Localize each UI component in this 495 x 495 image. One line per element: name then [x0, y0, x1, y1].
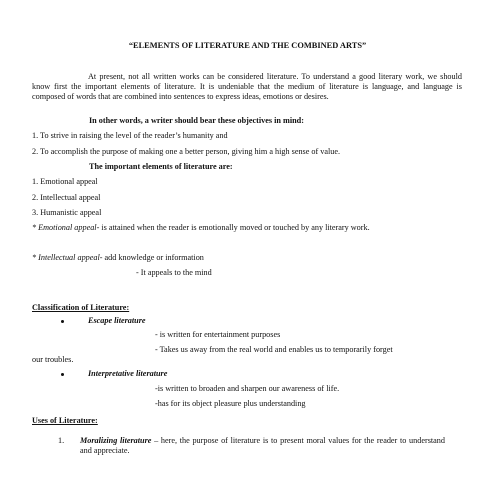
interpretative-literature-line: -has for its object pleasure plus understanding: [155, 399, 306, 408]
objectives-heading: In other words, a writer should bear these objectives in mind:: [89, 116, 304, 125]
objective-item: 1. To strive in raising the level of the reader’s humanity and: [32, 131, 228, 140]
intellectual-appeal-text: add knowledge or information: [102, 253, 204, 262]
classification-heading: Classification of Literature:: [32, 303, 130, 312]
bullet-icon: [61, 320, 64, 323]
interpretative-literature-line: -is written to broaden and sharpen our awareness of life.: [155, 384, 340, 393]
moralizing-literature-term: Moralizing literature: [80, 436, 152, 445]
intellectual-appeal-definition: [32, 253, 204, 263]
interpretative-literature-label: Interpretative literature: [88, 369, 168, 378]
escape-literature-label: Escape literature: [88, 316, 146, 325]
uses-item-number: 1.: [58, 436, 65, 445]
emotional-appeal-text: is attained when the reader is emotionally moved or touched by any literary work.: [99, 223, 370, 232]
moralizing-literature-text: – here, the purpose of literature is to present moral values for the reader to understand and appreciate.: [80, 436, 445, 455]
escape-literature-line: - is written for entertainment purposes: [155, 330, 281, 339]
escape-literature-line: - Takes us away from the real world and enables us to temporarily forget: [155, 345, 393, 354]
emotional-appeal-definition: [32, 223, 444, 233]
uses-item: [80, 436, 445, 456]
objective-item: 2. To accomplish the purpose of making one a better person, giving him a high sense of value.: [32, 147, 341, 156]
document-title: “ELEMENTS OF LITERATURE AND THE COMBINED ARTS”: [128, 41, 367, 50]
escape-literature-line: our troubles.: [32, 355, 74, 364]
intellectual-appeal-extra: - It appeals to the mind: [136, 268, 212, 277]
elements-heading: The important elements of literature are:: [89, 162, 233, 171]
element-item: 3. Humanistic appeal: [32, 208, 102, 217]
intellectual-appeal-term: * Intellectual appeal-: [32, 253, 103, 262]
uses-heading: Uses of Literature:: [32, 416, 98, 425]
emotional-appeal-term: * Emotional appeal-: [32, 223, 100, 232]
element-item: 2. Intellectual appeal: [32, 193, 101, 202]
element-item: 1. Emotional appeal: [32, 177, 98, 186]
bullet-icon: [61, 373, 64, 376]
intro-paragraph: At present, not all written works can be considered literature. To understand a good literary work, we should know first the important elements of literature. It is undeniable that the medium of literature is language, and language is composed of words that are combined into sentences to express ideas, emotions or desires.: [32, 72, 462, 101]
